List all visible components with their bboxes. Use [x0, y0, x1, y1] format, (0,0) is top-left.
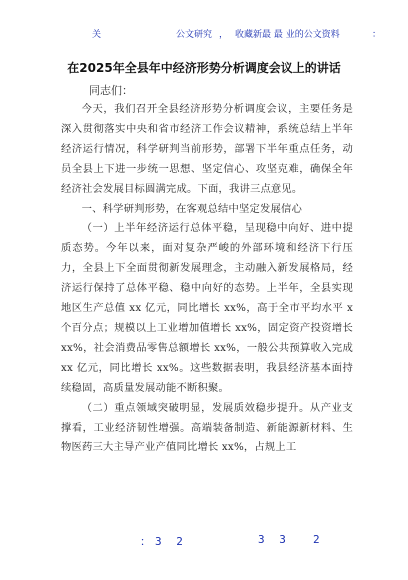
header-link-research[interactable]: 公文研究	[176, 30, 213, 40]
bottom-link-bar	[0, 530, 408, 550]
paragraph-intro: 今天，我们召开全县经济形势分析调度会议，主要任务是深入贯彻落实中央和省市经济工作会议精神，系统总结上半年经济运行情况，科学研判当前形势，部署下半年重点任务，动员全县上下进一步统一思想、坚定信心、攻坚克难，确保全年经济社会发展目标圆满完成。下面，我讲三点意见。	[61, 103, 353, 195]
page-number-c[interactable]: 2	[313, 533, 324, 546]
paragraph-2: （二）重点领域突破明显，发展质效稳步提升。从产业支撑看，工业经济韧性增强。高端装备制造、新能源新材料、生物医药三大主导产业产值同比增长 xx%，占规上工	[61, 401, 353, 454]
page-number-b[interactable]: 3 3	[258, 533, 290, 546]
page-number-a[interactable]: ：3 2	[140, 535, 187, 548]
header-link-guan[interactable]: 关	[92, 30, 102, 40]
paragraph-1: （一）上半年经济运行总体平稳，呈现稳中向好、进中提质态势。今年以来，面对复杂严峻的外部环境和经济下行压力，全县上下全面贯彻新发展理念，主动融入新发展格局，经济运行保持了总体平稳、稳中向好的态势。上半年，全县实现地区生产总值 xx 亿元，同比增长 xx%，高于全市平均水平 x 个百分点；规模以上工业增加值增长 xx%，固定资产投资增长 xx%，社会消费品零售总额增长 xx%，一般公共预算收入完成 xx 亿元，同比增长 xx%。这些数据表明，我县经济基本面持续稳固，高质量发展动能不断积聚。	[61, 222, 353, 394]
header-colon: ：	[372, 30, 382, 40]
header-link-collect[interactable]: 收藏新最 最 业的公文资料	[235, 30, 340, 40]
header-separator: ，	[219, 30, 229, 40]
document-title: 在2025年全县年中经济形势分析调度会议上的讲话	[67, 61, 341, 75]
section-heading-1: 一、科学研判形势，在客观总结中坚定发展信心	[81, 202, 303, 215]
salutation: 同志们：	[89, 84, 133, 97]
document-body	[61, 100, 353, 458]
top-link-bar	[0, 0, 408, 46]
